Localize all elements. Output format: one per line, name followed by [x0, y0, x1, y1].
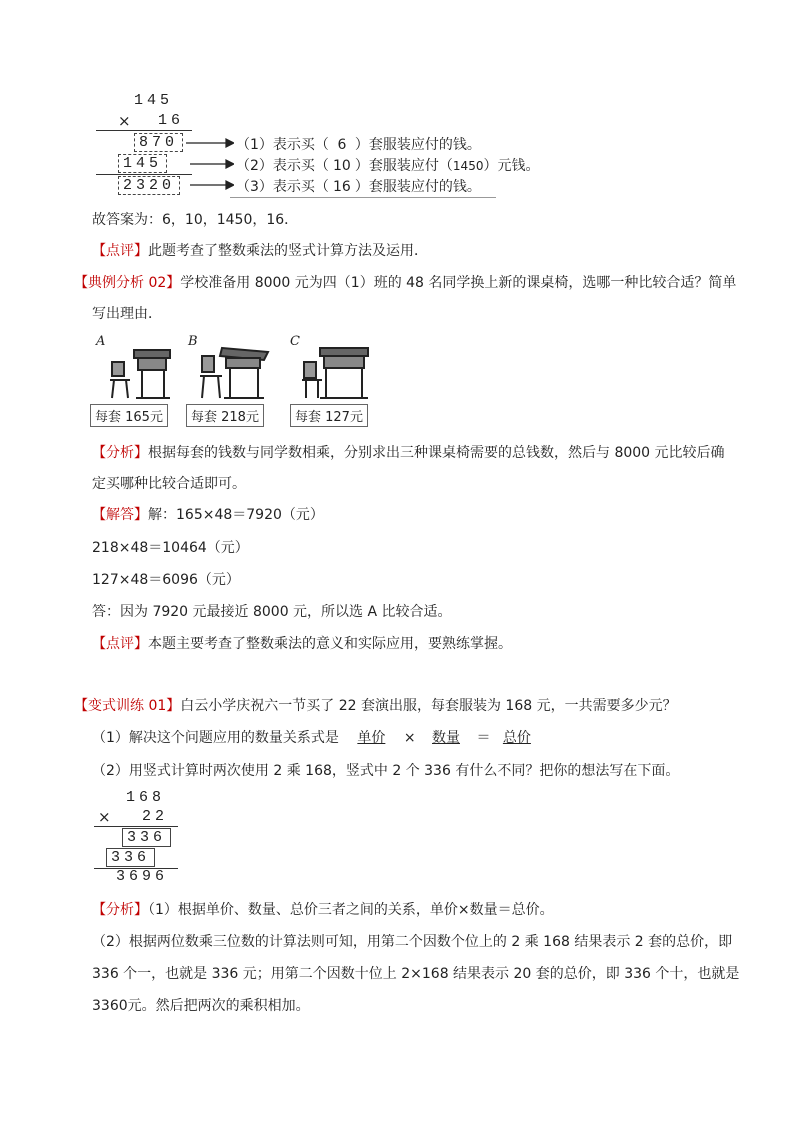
calc1-multiplier: 16: [158, 112, 185, 129]
calc1-arrows: [186, 134, 234, 194]
example-2-line-1: 【典例分析 02】学校准备用 8000 元为四（1）班的 48 名同学换上新的课桌椅，选哪一种比较合适？简单: [74, 275, 737, 291]
desk-c-letter: C: [290, 334, 300, 349]
calc1-rule-2: [96, 174, 192, 175]
example-2-line-2: 写出理由．: [92, 306, 162, 322]
desk-b-letter: B: [188, 334, 198, 349]
analysis-2-line-1: 【分析】根据每套的钱数与同学数相乘，分别求出三种课桌椅需要的总钱数，然后与 8000 元比较后确: [92, 445, 725, 461]
comment-1: 【点评】此题考查了整数乘法的竖式计算方法及运用．: [92, 243, 428, 259]
desk-a-letter: A: [96, 334, 106, 349]
calc2-multiplicand: 168: [126, 789, 166, 806]
calc2-partial-1: 336: [122, 828, 171, 847]
solution-2-line-3: 127×48＝6096（元）: [92, 572, 240, 588]
calc1-note-2: （2）表示买（ 10 ）套服装应付（1450）元钱。: [236, 158, 540, 174]
calc1-note-3: （3）表示买（ 16 ）套服装应付的钱。: [236, 179, 481, 195]
desk-b-price: 每套 218元: [186, 404, 264, 427]
analysis-3-line-4: 3360元。然后把两次的乘积相加。: [92, 998, 310, 1014]
desk-c-image: [296, 340, 382, 402]
calc1-partial-2: 145: [118, 154, 167, 173]
analysis-2-line-2: 定买哪种比较合适即可。: [92, 476, 246, 492]
calc2-partial-2: 336: [106, 848, 155, 867]
solution-2-line-4: 答：因为 7920 元最接近 8000 元，所以选 A 比较合适。: [92, 604, 452, 620]
q1-answer-quantity: 数量: [432, 730, 460, 746]
exercise-1-q2: （2）用竖式计算时两次使用 2 乘 168，竖式中 2 个 336 有什么不同？把你的想法写在下面。: [92, 763, 680, 779]
desk-a-image: [96, 340, 182, 402]
calc1-times-sign: ×: [118, 112, 131, 130]
calc2-rule-1: [94, 826, 178, 827]
analysis-3-line-3: 336 个一，也就是 336 元；用第二个因数十位上 2×168 结果表示 20 套的总价，即 336 个十，也就是: [92, 966, 740, 982]
arrow-head-3: [226, 181, 234, 189]
analysis-3-line-2: （2）根据两位数乘三位数的计算法则可知，用第二个因数个位上的 2 乘 168 结果表示 2 套的总价，即: [92, 934, 733, 950]
exercise-1-q1: （1）解决这个问题应用的数量关系式是 单价 × 数量 ＝ 总价: [92, 727, 539, 747]
analysis-3-line-1: 【分析】（1）根据单价、数量、总价三者之间的关系，单价×数量＝总价。: [92, 902, 554, 918]
desk-c-price: 每套 127元: [290, 404, 368, 427]
solution-2-line-2: 218×48＝10464（元）: [92, 540, 249, 556]
calc1-note-underline: [230, 197, 496, 198]
calc1-note-1: （1）表示买（ 6 ）套服装应付的钱。: [236, 137, 481, 153]
desk-b-image: [192, 340, 278, 402]
arrow-head-2: [226, 160, 234, 168]
desk-options: [90, 334, 380, 428]
calc1-multiplicand: 145: [134, 92, 174, 109]
calc2-times-sign: ×: [98, 808, 111, 826]
solution-2-line-1: 【解答】解：165×48＝7920（元）: [92, 507, 324, 523]
comment-2: 【点评】本题主要考查了整数乘法的意义和实际应用，要熟练掌握。: [92, 636, 512, 652]
calc1-result: 2320: [118, 176, 180, 195]
q1-answer-unit-price: 单价: [357, 730, 386, 746]
calc2-multiplier: 22: [142, 808, 169, 825]
calc1-partial-1: 870: [134, 133, 183, 152]
arrow-head-1: [226, 139, 234, 147]
q1-answer-total: 总价: [502, 730, 531, 746]
calc1-rule-1: [96, 130, 192, 131]
exercise-1-line: 【变式训练 01】白云小学庆祝六一节买了 22 套演出服，每套服装为 168 元，一共需要多少元？: [74, 698, 677, 714]
calc2-result: 3696: [116, 868, 169, 885]
answer-line: 故答案为：6，10，1450，16．: [92, 212, 299, 228]
desk-a-price: 每套 165元: [90, 404, 168, 427]
